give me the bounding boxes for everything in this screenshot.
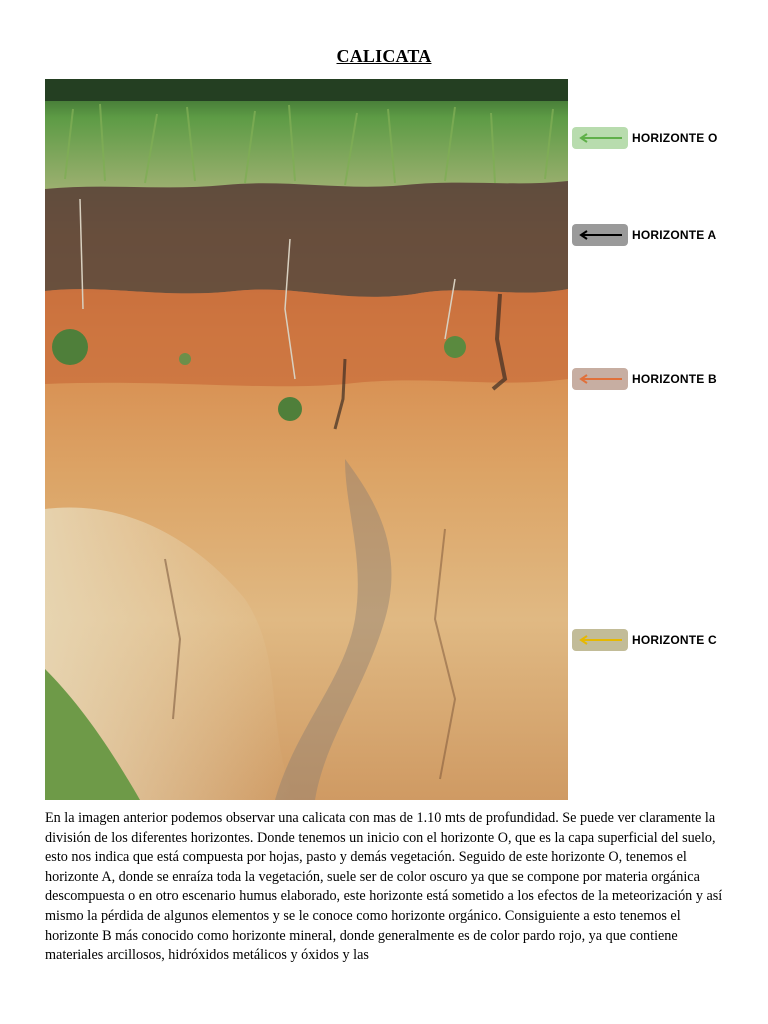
left-arrow-icon: [572, 224, 628, 246]
soil-profile-photo: [45, 79, 568, 800]
left-arrow-icon: [572, 368, 628, 390]
horizon-a-text: HORIZONTE A: [632, 228, 717, 242]
left-arrow-icon: [572, 629, 628, 651]
horizon-b-label: [572, 366, 717, 392]
page-title: CALICATA: [336, 46, 432, 66]
horizon-a-label: [572, 222, 716, 248]
horizon-c-label: [572, 627, 717, 653]
horizon-o-text: HORIZONTE O: [632, 131, 718, 145]
body-paragraph: En la imagen anterior podemos observar una calicata con mas de 1.10 mts de profundidad. Se puede ver claramente la división de los diferentes horizontes. Donde tenemos un inicio con el horizonte O, que es la capa superficial del suelo, esto nos indica que está compuesta por hojas, pasto y demás vegetación. Seguido de este horizonte O, tenemos el horizonte A, donde se enraíza toda la vegetación, suele ser de color oscuro ya que se compone por materia orgánica descompuesta o en otro escenario humus elaborado, este horizonte está sometido a los efectos de la meteorización y así mismo la pérdida de algunos elementos y se le conoce como horizonte orgánico. Consiguiente a esto tenemos el horizonte B más conocido como horizonte mineral, donde generalmente es de color pardo rojo, ya que contiene materiales arcillosos, hidróxidos metálicos y óxidos y las: [45, 810, 723, 964]
horizon-o-label: [572, 125, 718, 151]
horizon-b-text: HORIZONTE B: [632, 372, 717, 386]
horizon-c-text: HORIZONTE C: [632, 633, 717, 647]
left-arrow-icon: [572, 127, 628, 149]
